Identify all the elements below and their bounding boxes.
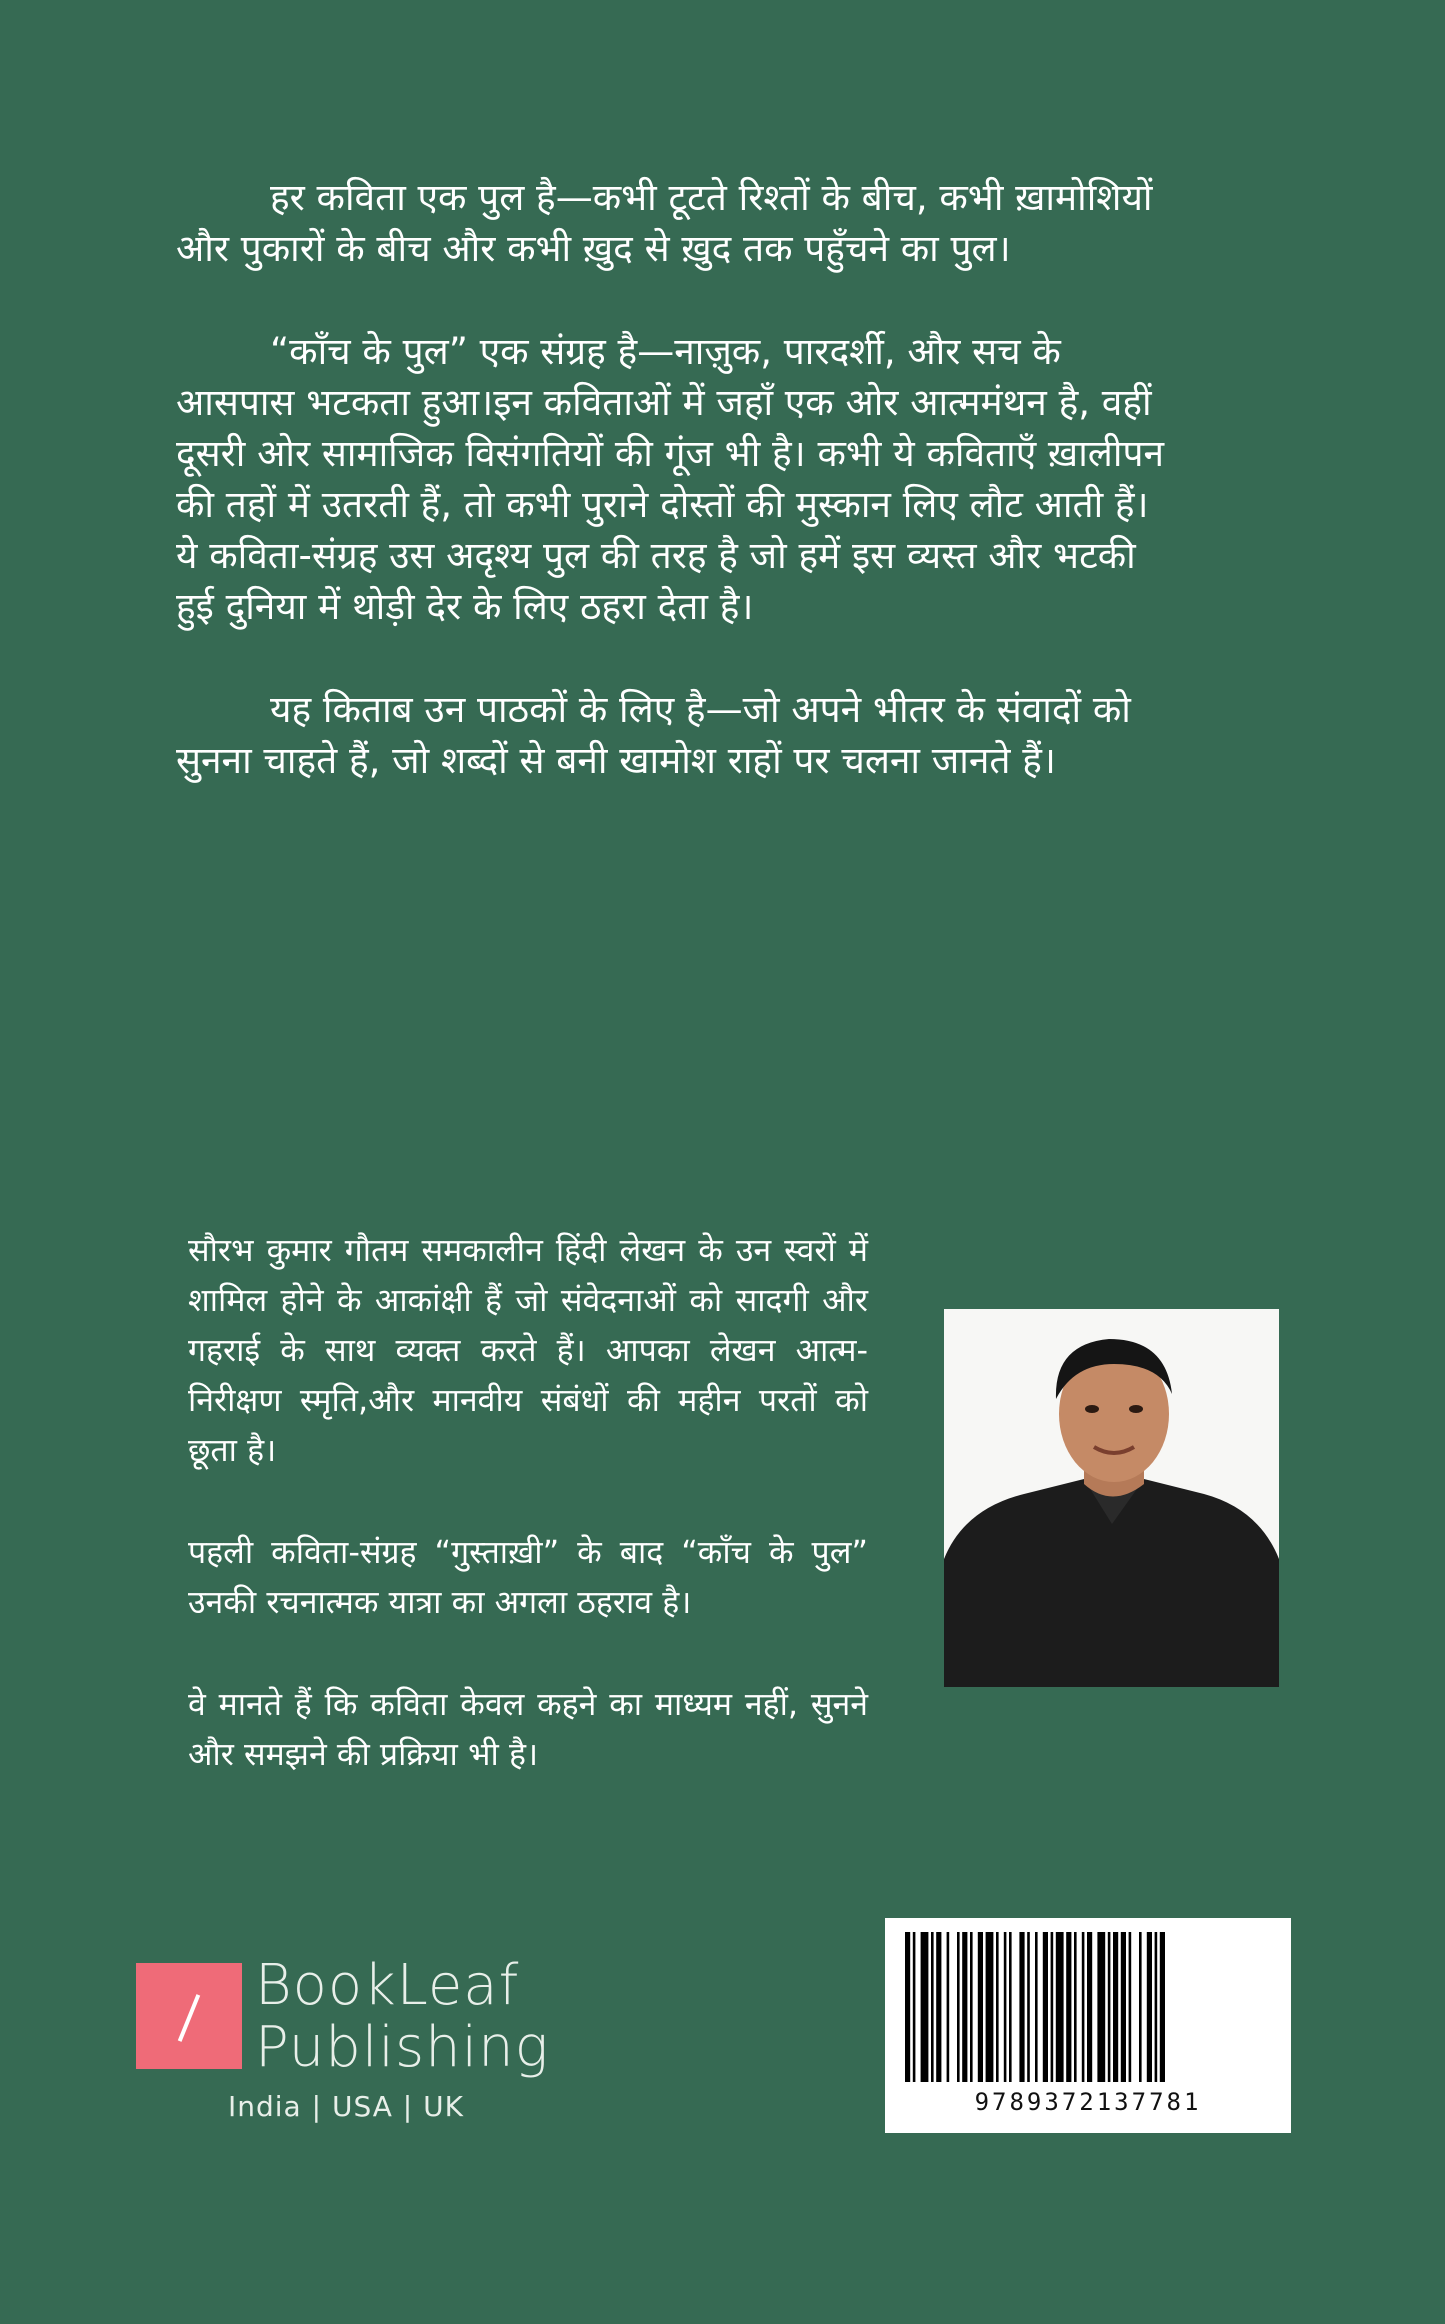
back-cover-blurb [176, 172, 1176, 838]
barcode-bar [905, 1932, 910, 2082]
barcode-bar [970, 1932, 973, 2082]
barcode-bar [1019, 1932, 1024, 2082]
barcode-bar [1035, 1932, 1038, 2082]
barcode-bar [1108, 1932, 1111, 2082]
barcode-bar [986, 1932, 994, 2082]
barcode-bar [978, 1932, 983, 2082]
publisher-logo-text [255, 1955, 549, 2079]
barcode-bar [1056, 1932, 1064, 2082]
barcode-bar [1129, 1932, 1132, 2082]
author-photo [944, 1309, 1279, 1687]
barcode-bar [921, 1932, 929, 2082]
barcode-bar [962, 1932, 967, 2082]
barcode-bar [1139, 1932, 1142, 2082]
barcode-bar [1082, 1932, 1085, 2082]
barcode-bar [1043, 1932, 1048, 2082]
barcode-bar [947, 1932, 950, 2082]
barcode-bar [957, 1932, 960, 2082]
barcode-bar [1051, 1932, 1054, 2082]
barcode-bar [1027, 1932, 1030, 2082]
barcode-bar [1004, 1932, 1007, 2082]
bio-paragraph-1: सौरभ कुमार गौतम समकालीन हिंदी लेखन के उन स्वरों में शामिल होने के आकांक्षी हैं जो संवेदनाओं को सादगी और गहराई के साथ व्यक्त करते हैं। आपका लेखन आत्म-निरीक्षण स्मृति,और मानवीय संबंधों की महीन परतों को छूता है। [188, 1231, 868, 1469]
blurb-paragraph-2: “काँच के पुल” एक संग्रह है—नाज़ुक, पारदर्शी, और सच के आसपास भटकता हुआ।इन कविताओं में जहाँ एक ओर आत्ममंथन है, वहीं दूसरी ओर सामाजिक विसंगतियों की गूंज भी है। कभी ये कविताएँ ख़ालीपन की तहों में उतरती हैं, तो कभी पुराने दोस्तों की मुस्कान लिए लौट आती हैं। ये कविता-संग्रह उस अदृश्य पुल की तरह है जो हमें इस व्यस्त और भटकी हुई दुनिया में थोड़ी देर के लिए ठहरा देता है। [176, 330, 1164, 628]
author-portrait-illustration [944, 1309, 1279, 1687]
barcode-bar [1160, 1932, 1165, 2082]
isbn-number: 9789372137781 [974, 2088, 1202, 2116]
barcode-bar [931, 1932, 934, 2082]
barcode-bar [1147, 1932, 1152, 2082]
barcode-bar [1066, 1932, 1071, 2082]
barcode-bar [1113, 1932, 1118, 2082]
publisher-logo-mark [136, 1963, 242, 2069]
blurb-paragraph-1: हर कविता एक पुल है—कभी टूटते रिश्तों के बीच, कभी ख़ामोशियों और पुकारों के बीच और कभी ख़ुद से ख़ुद तक पहुँचने का पुल। [176, 176, 1153, 270]
publisher-name-line-2: Publishing [255, 2015, 550, 2080]
barcode-bar [1097, 1932, 1105, 2082]
barcode-bar [913, 1932, 916, 2082]
barcode-bars [905, 1932, 1271, 2082]
barcode-bar [996, 1932, 999, 2082]
publisher-regions: India | USA | UK [228, 2090, 464, 2123]
barcode-bar [1087, 1932, 1092, 2082]
barcode-bar [1009, 1932, 1012, 2082]
blurb-paragraph-3: यह किताब उन पाठकों के लिए है—जो अपने भीतर के संवादों को सुनना चाहते हैं, जो शब्दों से बनी खामोश राहों पर चलना जानते हैं। [176, 688, 1131, 782]
author-bio [188, 1225, 868, 1831]
barcode-bar [936, 1932, 941, 2082]
barcode-bar [1074, 1932, 1077, 2082]
bio-paragraph-3: वे मानते हैं कि कविता केवल कहने का माध्यम नहीं, सुनने और समझने की प्रक्रिया भी है। [188, 1685, 868, 1773]
barcode-bar [1155, 1932, 1158, 2082]
publisher-name-line-1: BookLeaf [255, 1953, 520, 2018]
isbn-barcode [885, 1918, 1291, 2133]
barcode-bar [1121, 1932, 1126, 2082]
bio-paragraph-2: पहली कविता-संग्रह “गुस्ताख़ी” के बाद “काँच के पुल” उनकी रचनात्मक यात्रा का अगला ठहराव है। [188, 1533, 868, 1621]
